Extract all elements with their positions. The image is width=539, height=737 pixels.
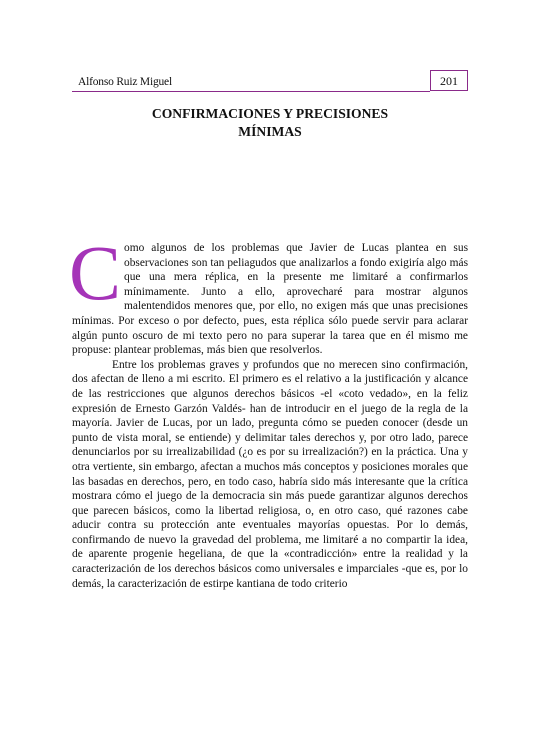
running-head-author: Alfonso Ruiz Miguel (78, 76, 172, 88)
title-line-2: MÍNIMAS (238, 124, 302, 139)
drop-cap: C (69, 229, 122, 316)
title-line-1: CONFIRMACIONES Y PRECISIONES (151, 106, 389, 121)
article-body (69, 229, 468, 591)
page-number: 201 (430, 70, 468, 91)
paragraph-1-text: omo algunos de los problemas que Javier de Lucas plantea en sus observaciones son tan peliagudos que analizarlos a fondo exigiría algo más que una mera réplica, en la presente me limitaré a confirmarlos mínimamente. Junto a ello, aprovecharé para mostrar algunos malentendidos menores que, por ello, no exigen más que unas precisiones mínimas. Por exceso o por defecto, pues, esta réplica sólo puede servir para aclarar algún punto oscuro de mi texto pero no para superar la tarea que en él mismo me propuse: plantear problemas, más bien que resolverlos. (72, 242, 468, 357)
article-title (72, 105, 468, 141)
paragraph-1 (69, 229, 468, 358)
header-rule (72, 91, 430, 92)
paragraph-2: Entre los problemas graves y profundos que no merecen sino confirmación, dos afectan de lleno a mi escrito. El primero es el relativo a la justificación y alcance de las restricciones que algunos derechos básicos -el «coto vedado», en la feliz expresión de Ernesto Garzón Valdés- han de introducir en el juego de la regla de la mayoría. Javier de Lucas, por un lado, pregunta cómo se pueden conocer (desde un punto de vista moral, se entiende) y delimitar tales derechos y, por otro lado, parece denunciarlos por su irrealizabilidad (¿o es por su irrealización?) en la práctica. Una y otra vertiente, sin embargo, afectan a muchos más conceptos y posiciones morales que las basadas en derechos, pero, en todo caso, habría sido más interesante que la crítica mostrara cómo el juego de la democracia sin más puede garantizar algunos derechos que parecen básicos, como la libertad religiosa, o, en otro caso, qué razones cabe aducir contra su protección ante eventuales mayorías opuestas. Por lo demás, confirmando de nuevo la gravedad del problema, me limitaré a no compartir la idea, de aparente progenie hegeliana, de que la «contradicción» entre la realidad y la caracterización de los derechos básicos como universales e imparciales -que es, por lo demás, la caracterización de estirpe kantiana de todo criterio (72, 358, 468, 590)
running-header (72, 70, 468, 92)
